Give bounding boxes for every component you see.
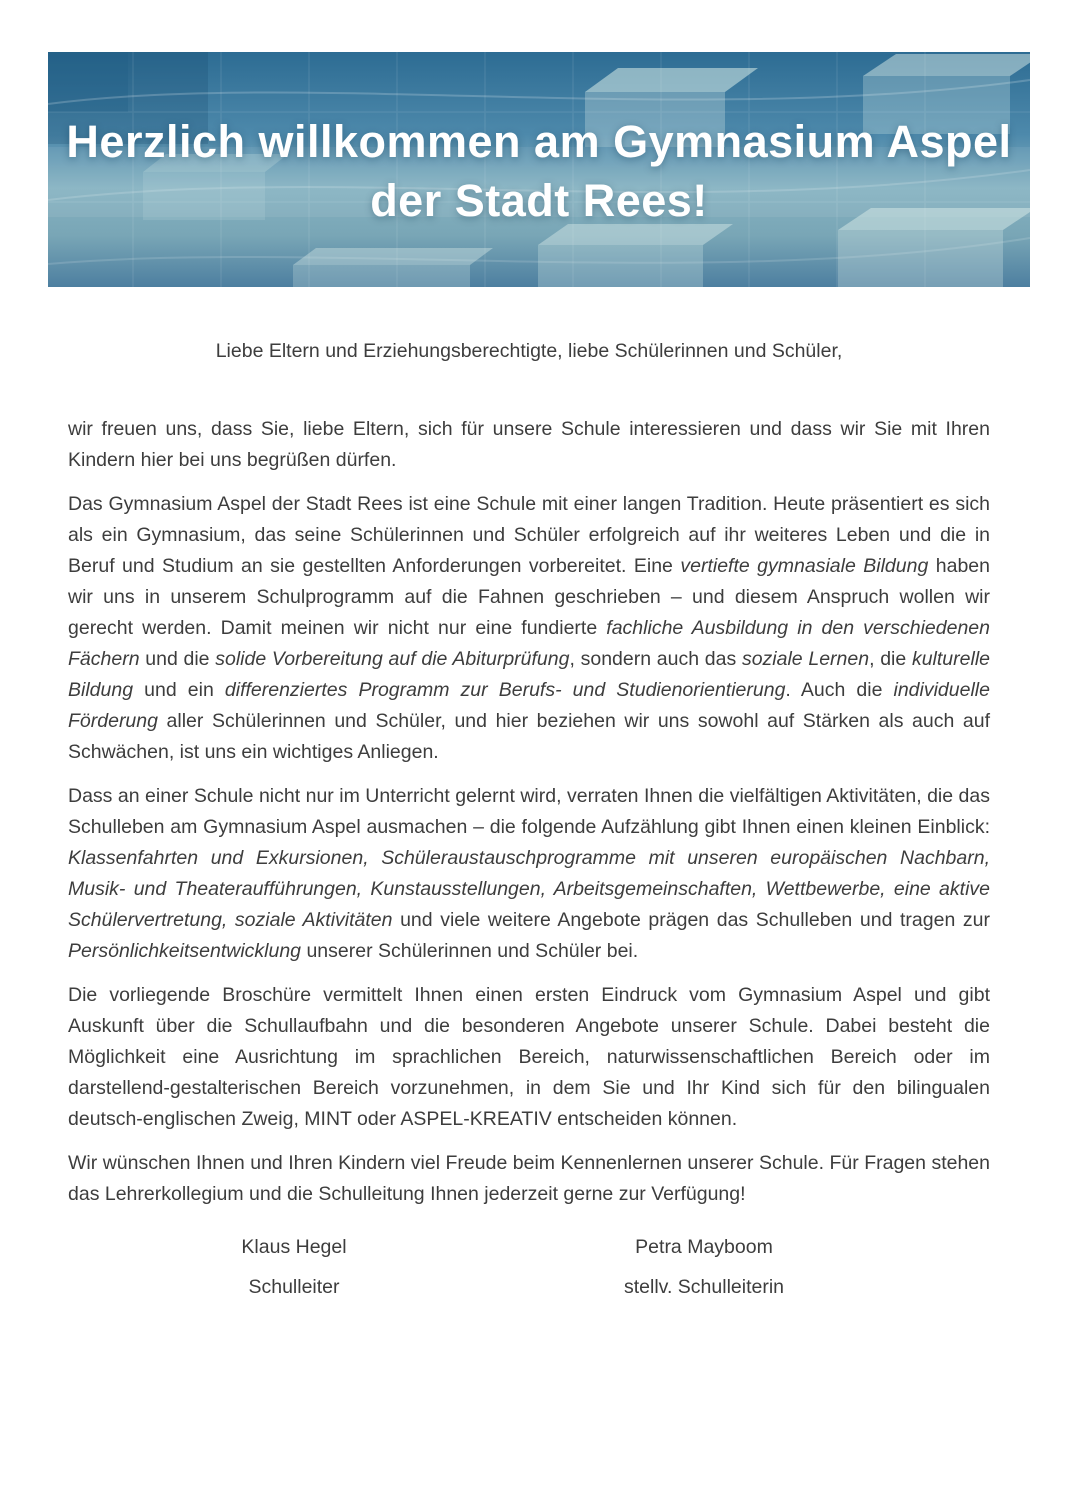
emphasized-text: individuelle Förderung [68, 679, 990, 732]
body-text: wir freuen uns, dass Sie, liebe Eltern, sich für unsere Schule interessieren und dass wir Sie mit Ihren Kindern hier bei uns begrüßen dürfen. [68, 418, 990, 471]
signature-role: stellv. Schulleiterin [623, 1276, 785, 1298]
emphasized-text: Klassenfahrten und Exkursionen, Schüleraustauschprogramme mit unseren europäischen Nachbarn, Musik- und Theateraufführungen, Kunstausstellungen, Arbeitsgemeinschaften, Wettbewerbe, eine aktive Schülervertretung, soziale Aktivitäten [68, 847, 990, 931]
emphasized-text: fachliche Ausbildung in den verschiedenen Fächern [68, 617, 990, 670]
paragraph [68, 414, 990, 476]
emphasized-text: Persönlichkeitsentwicklung [68, 940, 302, 962]
body-text: Das Gymnasium Aspel der Stadt Rees ist eine Schule mit einer langen Tradition. Heute präsentiert es sich als ein Gymnasium, das seine Schülerinnen und Schüler erfolgreich auf ihr weiteres Leben und die in Beruf und Studium an sie gestellten Anforderungen vorbereitet. Eine [68, 493, 990, 577]
paragraph [68, 489, 990, 768]
paragraph [68, 1148, 990, 1210]
body-text: , die [869, 648, 912, 670]
emphasized-text: differenziertes Programm zur Berufs- und Studienorientierung [224, 679, 786, 701]
body-text: . Auch die [785, 679, 894, 701]
body-text: haben wir uns in unserem Schulprogramm auf die Fahnen geschrieben – und diesem Anspruch wollen wir gerecht werden. Damit meinen wir nicht nur eine fundierte [68, 555, 990, 639]
welcome-banner [48, 52, 1030, 287]
body-text: Wir wünschen Ihnen und Ihren Kindern viel Freude beim Kennenlernen unserer Schule. Für Fragen stehen das Lehrerkollegium und die Schulleitung Ihnen jederzeit gerne zur Verfügung! [68, 1152, 990, 1205]
body-text: Dass an einer Schule nicht nur im Unterricht gelernt wird, verraten Ihnen die vielfältigen Aktivitäten, die das Schulleben am Gymnasium Aspel ausmachen – die folgende Aufzählung gibt Ihnen einen kleinen Einblick: [68, 785, 990, 838]
signature-name: Klaus Hegel [241, 1236, 347, 1258]
paragraph [68, 781, 990, 967]
signature-role: Schulleiter [248, 1276, 340, 1298]
banner-title-line1: Herzlich willkommen am Gymnasium Aspel [66, 115, 1012, 167]
salutation: Liebe Eltern und Erziehungsberechtigte, liebe Schülerinnen und Schüler, [215, 340, 843, 362]
banner-title-line2: der Stadt Rees! [370, 174, 708, 226]
body-text: und die [139, 648, 216, 670]
emphasized-text: solide Vorbereitung auf die Abiturprüfung [215, 648, 570, 670]
body-text: und ein [133, 679, 225, 701]
signature-block [68, 1227, 990, 1307]
banner-title [48, 52, 1030, 287]
letter-content [68, 287, 990, 1307]
body-text: Die vorliegende Broschüre vermittelt Ihnen einen ersten Eindruck vom Gymnasium Aspel und gibt Auskunft über die Schullaufbahn und die besonderen Angebote unserer Schule. Dabei besteht die Möglichkeit eine Ausrichtung im sprachlichen Bereich, naturwissenschaftlichen Bereich oder im darstellend-gestalterischen Bereich vorzunehmen, in dem Sie und Ihr Kind sich für den bilingualen deutsch-englischen Zweig, MINT oder ASPEL-KREATIV entscheiden können. [68, 984, 990, 1130]
body-text: , sondern auch das [569, 648, 742, 670]
body-text: aller Schülerinnen und Schüler, und hier beziehen wir uns sowohl auf Stärken als auch auf Schwächen, ist uns ein wichtiges Anliegen. [68, 710, 990, 763]
emphasized-text: kulturelle Bildung [68, 648, 990, 701]
signature-left [68, 1227, 520, 1307]
emphasized-text: soziale Lernen [741, 648, 870, 670]
signature-right [520, 1227, 888, 1307]
signature-name: Petra Mayboom [635, 1236, 773, 1258]
paragraph [68, 980, 990, 1135]
body-text: unserer Schülerinnen und Schüler bei. [301, 940, 639, 962]
body-text: und viele weitere Angebote prägen das Schulleben und tragen zur [392, 909, 990, 931]
emphasized-text: vertiefte gymnasiale Bildung [680, 555, 929, 577]
letter-body [68, 414, 990, 1210]
